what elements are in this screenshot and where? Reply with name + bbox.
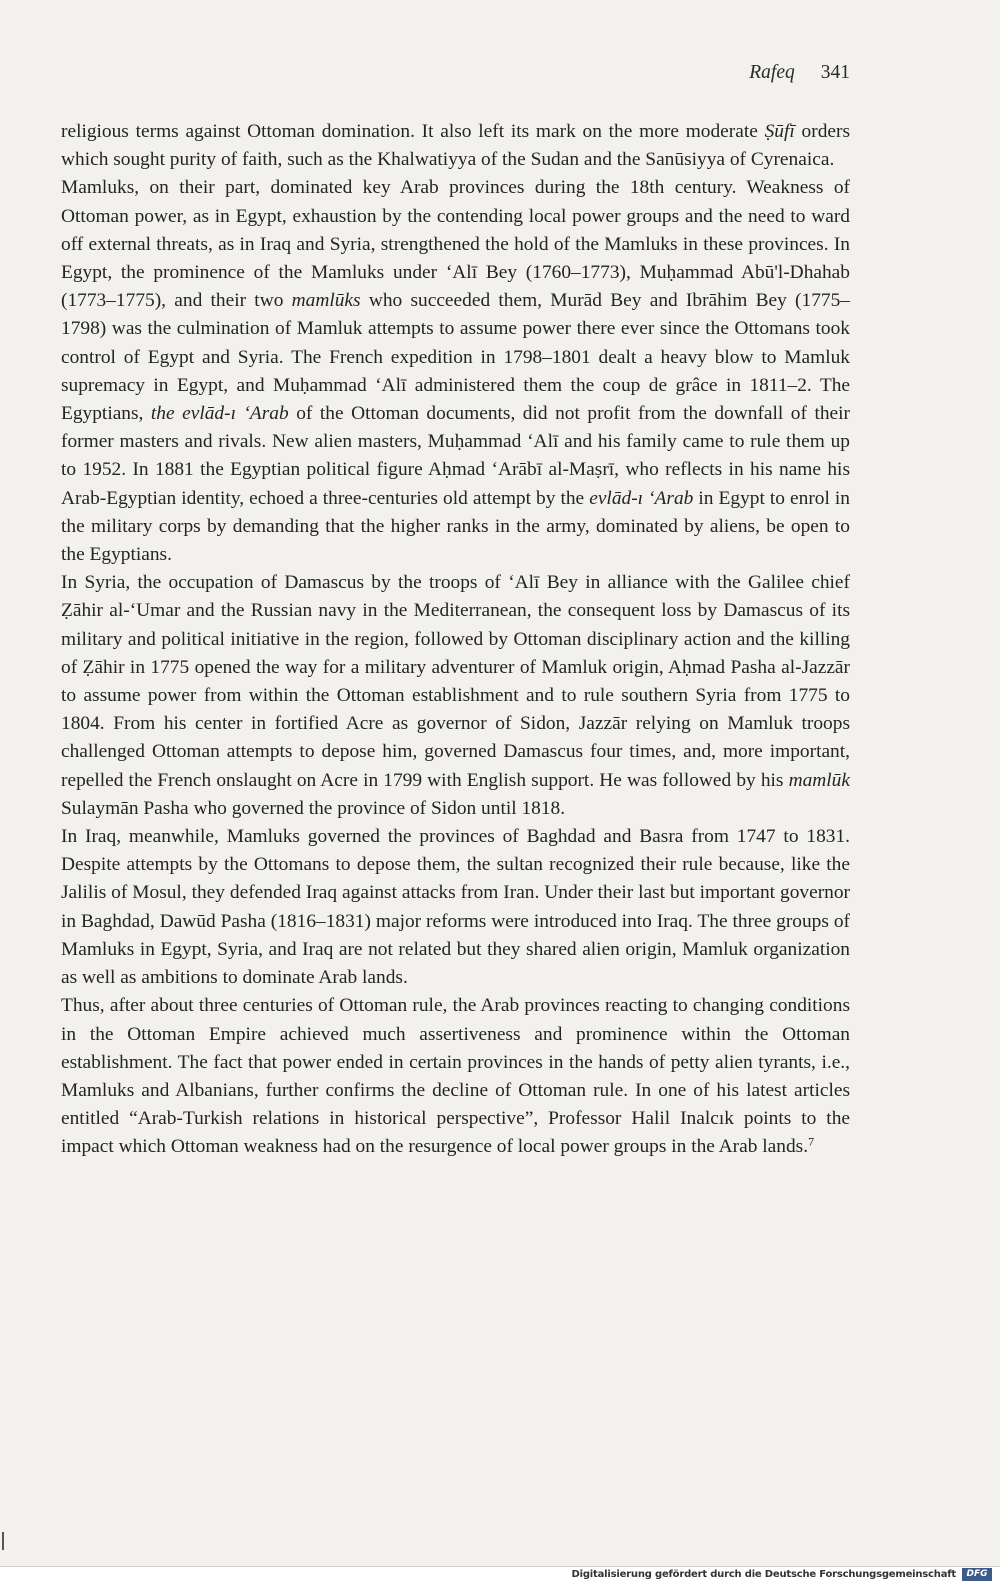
- text-run: Sulaymān Pasha who governed the province of Sidon until 1818.: [61, 797, 566, 819]
- text-run: In Syria, the occupation of Damascus by the troops of ‘Alī Bey in alliance with the Galilee chief Ẓāhir al-‘Umar and the Russian navy in the Mediterranean, the consequent loss by Damascus of its military and political initiative in the region, followed by Ottoman disciplinary action and the killing of Ẓāhir in 1775 opened the way for a military adventurer of Mamluk origin, Aḥmad Pasha al-Jazzār to assume power from within the Ottoman establishment and to rule southern Syria from 1775 to 1804. From his center in fortified Acre as governor of Sidon, Jazzār relying on Mamluk troops challenged Ottoman attempts to depose him, governed Damascus four times, and, more important, repelled the French onslaught on Acre in 1799 with English support. He was followed by his: [61, 572, 850, 791]
- footnote-ref: 7: [808, 1134, 815, 1149]
- page-number: 341: [820, 62, 850, 83]
- text-run: orders which sought purity of faith, such as the Khalwatiyya of the Sudan and the Sanūsiyya of Cyrenaica.: [61, 121, 850, 171]
- text-run: who succeeded them, Murād Bey and Ibrāhim Bey (1775–1798) was the culmination of Mamluk attempts to assume power there ever since the Ottomans took control of Egypt and Syria. The French expedition in 1798–1801 dealt a heavy blow to Mamluk supremacy in Egypt, and Muḥammad ‘Alī administered them the coup de grâce in 1811–2. The Egyptians,: [61, 290, 850, 425]
- italic-term: the evlād-ı ‘Arab: [150, 403, 289, 425]
- text-run: Mamluks, on their part, dominated key Arab provinces during the 18th century. Weakness of Ottoman power, as in Egypt, exhaustion by the contending local power groups and the need to ward off external threats, as in Iraq and Syria, strengthened the hold of the Mamluks in these provinces. In Egypt, the prominence of the Mamluks under ‘Alī Bey (1760–1773), Muḥammad Abū'l-Dhahab (1773–1775), and their two: [61, 177, 850, 312]
- paragraph: [61, 569, 850, 823]
- text-run: In Iraq, meanwhile, Mamluks governed the provinces of Baghdad and Basra from 1747 to 1831. Despite attempts by the Ottomans to depose them, the sultan recognized their rule because, like the Jalilis of Mosul, they defended Iraq against attacks from Iran. Under their last but important governor in Baghdad, Dawūd Pasha (1816–1831) major reforms were introduced into Iraq. The three groups of Mamluks in Egypt, Syria, and Iraq are not related but they shared alien origin, Mamluk organization as well as ambitions to dominate Arab lands.: [61, 826, 850, 989]
- digitization-footer: [0, 1566, 1000, 1585]
- text-run: in Egypt to enrol in the military corps by demanding that the higher ranks in the army, dominated by aliens, be open to the Egyptians.: [61, 487, 850, 566]
- page-header: [749, 62, 850, 84]
- italic-term: Ṣūfī: [764, 121, 795, 142]
- paragraph: [61, 118, 850, 174]
- paragraph: [61, 174, 850, 569]
- italic-term: evlād-ı ‘Arab: [589, 487, 694, 509]
- running-head: Rafeq: [749, 62, 795, 83]
- body-text: [61, 118, 850, 1162]
- scan-edge-mark: [2, 1532, 4, 1550]
- italic-term: mamlūk: [788, 769, 850, 791]
- dfg-logo[interactable]: DFG: [962, 1568, 992, 1581]
- paragraph: [61, 823, 850, 992]
- italic-term: mamlūks: [291, 290, 361, 312]
- text-run: Thus, after about three centuries of Ottoman rule, the Arab provinces reacting to changing conditions in the Ottoman Empire achieved much assertiveness and prominence within the Ottoman establishment. The fact that power ended in certain provinces in the hands of petty alien tyrants, i.e., Mamluks and Albanians, further confirms the decline of Ottoman rule. In one of his latest articles entitled “Arab-Turkish relations in historical perspective”, Professor Halil Inalcık points to the impact which Ottoman weakness had on the resurgence of local power groups in the Arab lands.: [61, 995, 850, 1158]
- footer-credit: Digitalisierung gefördert durch die Deutsche Forschungsgemeinschaft: [571, 1569, 956, 1580]
- paragraph: [61, 992, 850, 1161]
- text-run: religious terms against Ottoman domination. It also left its mark on the more moderate: [61, 121, 765, 142]
- text-run: of the Ottoman documents, did not profit from the downfall of their former masters and rivals. New alien masters, Muḥammad ‘Alī and his family came to rule them up to 1952. In 1881 the Egyptian political figure Aḥmad ‘Arābī al-Maṣrī, who reflects in his name his Arab-Egyptian identity, echoed a three-centuries old attempt by the: [61, 403, 850, 509]
